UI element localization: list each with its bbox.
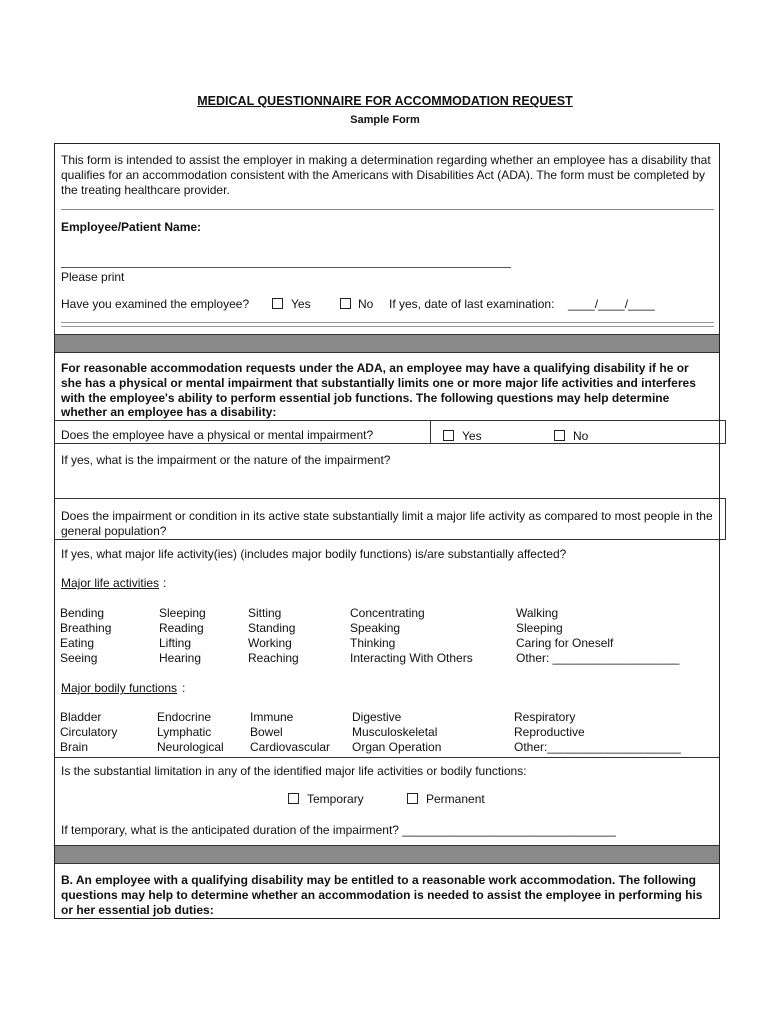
temporary-checkbox[interactable] <box>288 793 299 804</box>
employee-name-line[interactable] <box>61 267 511 268</box>
section-a-band <box>55 335 719 352</box>
section-b-intro: B. An employee with a qualifying disability may be entitled to a reasonable work accommodation. The following questions may help to determine whether an accommodation is needed to assist the employee in performing his or her essential job duties: <box>61 873 703 917</box>
exam-date-field[interactable]: ____/____/____ <box>568 297 655 311</box>
examined-yes-label: Yes <box>291 297 311 311</box>
life-activity: Breathing <box>60 621 112 635</box>
life-activity: Eating <box>60 636 95 650</box>
life-activities-column <box>159 606 206 666</box>
bodily-function: Reproductive <box>514 725 585 739</box>
bodily-functions-column <box>157 710 224 755</box>
life-activity: Reaching <box>248 651 299 665</box>
life-activity: Reading <box>159 621 204 635</box>
q1-no-label: No <box>573 429 589 443</box>
q1-impairment: Does the employee have a physical or mental impairment? <box>61 428 374 442</box>
please-print-label: Please print <box>61 270 125 284</box>
life-activity: Sleeping <box>159 606 206 620</box>
bodily-function: Cardiovascular <box>250 740 331 754</box>
examined-no-checkbox[interactable] <box>340 298 351 309</box>
intro-text: This form is intended to assist the employer in making a determination regarding whether an employee has a disability that qualifies for an accommodation consistent with the Americans with Disabilities Act (ADA). The form must be completed by the treating healthcare provider. <box>61 153 711 197</box>
divider <box>55 757 719 758</box>
q3-limitation: Is the substantial limitation in any of the identified major life activities or bodily functions: <box>61 764 527 778</box>
bodily-functions-column <box>250 710 330 755</box>
bodily-function: Endocrine <box>157 710 212 724</box>
examined-yes-checkbox[interactable] <box>272 298 283 309</box>
exam-date-label: If yes, date of last examination: <box>389 297 555 311</box>
bodily-function: Lymphatic <box>157 725 212 739</box>
divider <box>61 326 714 327</box>
colon: : <box>182 681 186 695</box>
page-title: MEDICAL QUESTIONNAIRE FOR ACCOMMODATION REQUEST <box>197 94 573 108</box>
life-activity: Sleeping <box>516 621 563 635</box>
employee-name-label: Employee/Patient Name: <box>61 220 202 234</box>
divider <box>55 863 719 864</box>
divider <box>430 420 431 443</box>
life-activities-column <box>60 606 111 666</box>
life-activity: Lifting <box>159 636 192 650</box>
life-activities-heading: Major life activities <box>61 576 160 590</box>
bodily-functions-column <box>352 710 441 755</box>
bodily-function: Neurological <box>157 740 224 754</box>
bodily-function: Circulatory <box>60 725 118 739</box>
temporary-label: Temporary <box>307 792 364 806</box>
divider <box>55 352 719 353</box>
life-activity: Concentrating <box>350 606 425 620</box>
divider <box>55 539 726 540</box>
life-activities-column <box>516 606 679 666</box>
q2-followup: If yes, what major life activity(ies) (includes major bodily functions) is/are substantially affected? <box>61 547 567 561</box>
life-activity: Sitting <box>248 606 282 620</box>
bodily-function: Organ Operation <box>352 740 442 754</box>
q2-substantial-limit: Does the impairment or condition in its active state substantially limit a major life activity as compared to most people in the general population? <box>61 509 713 538</box>
life-activity: Hearing <box>159 651 202 665</box>
q1-followup: If yes, what is the impairment or the nature of the impairment? <box>61 453 391 467</box>
divider <box>55 420 726 421</box>
bodily-function: Musculoskeletal <box>352 725 438 739</box>
q3-followup[interactable]: If temporary, what is the anticipated duration of the impairment? ________________________________ <box>61 823 616 837</box>
divider <box>61 209 714 210</box>
life-activity: Walking <box>516 606 559 620</box>
life-activities-column <box>248 606 299 666</box>
examined-question: Have you examined the employee? <box>61 297 250 311</box>
colon: : <box>163 576 167 590</box>
bodily-function: Bladder <box>60 710 102 724</box>
q1-no-checkbox[interactable] <box>554 430 565 441</box>
life-activity: Speaking <box>350 621 401 635</box>
life-activity: Interacting With Others <box>350 651 473 665</box>
divider <box>725 498 726 539</box>
divider <box>61 322 714 323</box>
bodily-functions-column <box>60 710 117 755</box>
life-activity: Standing <box>248 621 296 635</box>
section-b-band <box>55 846 719 863</box>
bodily-function: Bowel <box>250 725 283 739</box>
bodily-function-other[interactable]: Other:____________________ <box>514 740 681 754</box>
life-activities-column <box>350 606 473 666</box>
examined-no-label: No <box>358 297 374 311</box>
bodily-function: Digestive <box>352 710 402 724</box>
divider <box>55 443 726 444</box>
section-a-intro: For reasonable accommodation requests under the ADA, an employee may have a qualifying disability if he or she has a physical or mental impairment that substantially limits one or more major life activities and interferes with the employee's ability to perform essential job functions. The following questions may help determine whether an employee has a disability: <box>61 361 696 420</box>
bodily-function: Brain <box>60 740 89 754</box>
bodily-function: Respiratory <box>514 710 576 724</box>
q1-yes-label: Yes <box>462 429 482 443</box>
life-activity: Seeing <box>60 651 98 665</box>
q1-yes-checkbox[interactable] <box>443 430 454 441</box>
life-activity-other[interactable]: Other: ___________________ <box>516 651 680 665</box>
life-activity: Working <box>248 636 292 650</box>
life-activity: Bending <box>60 606 105 620</box>
bodily-function: Immune <box>250 710 294 724</box>
life-activity: Thinking <box>350 636 396 650</box>
life-activity: Caring for Oneself <box>516 636 614 650</box>
page-subtitle: Sample Form <box>350 114 420 126</box>
bodily-functions-heading: Major bodily functions <box>61 681 178 695</box>
bodily-functions-column <box>514 710 681 755</box>
divider <box>725 420 726 443</box>
permanent-checkbox[interactable] <box>407 793 418 804</box>
permanent-label: Permanent <box>426 792 485 806</box>
divider <box>55 498 726 499</box>
